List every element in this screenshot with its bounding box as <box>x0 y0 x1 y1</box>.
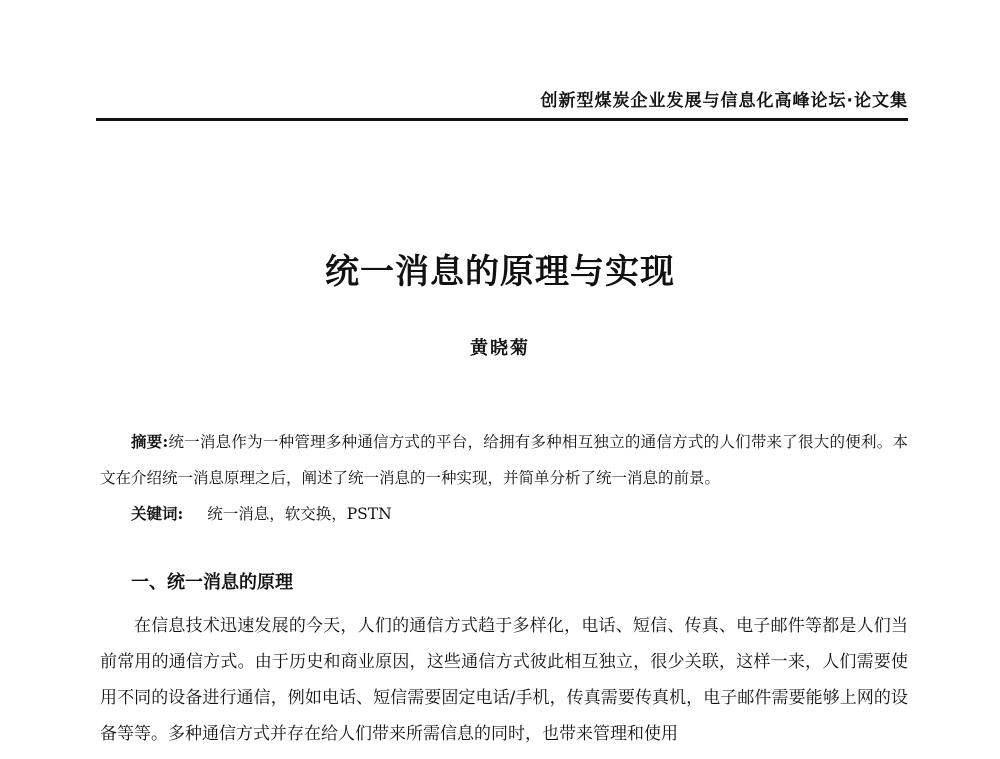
running-header: 创新型煤炭企业发展与信息化高峰论坛·论文集 <box>540 91 908 111</box>
keywords-line <box>131 496 392 532</box>
abstract-label: 摘要: <box>131 432 169 451</box>
keywords-label: 关键词: <box>131 504 184 523</box>
abstract-paragraph <box>100 424 908 496</box>
header-divider <box>96 118 908 121</box>
abstract-text: 统一消息作为一种管理多种通信方式的平台，给拥有多种相互独立的通信方式的人们带来了很大的便利。本文在介绍统一消息原理之后，阐述了统一消息的一种实现，并简单分析了统一消息的前景。 <box>100 433 908 487</box>
section-heading: 一、统一消息的原理 <box>131 572 293 593</box>
author-name: 黄晓菊 <box>470 338 530 359</box>
body-paragraph: 在信息技术迅速发展的今天，人们的通信方式趋于多样化，电话、短信、传真、电子邮件等都是人们当前常用的通信方式。由于历史和商业原因，这些通信方式彼此相互独立，很少关联，这样一来，人们需要使用不同的设备进行通信，例如电话、短信需要固定电话/手机，传真需要传真机，电子邮件需要能够上网的设备等等。多种通信方式并存在给人们带来所需信息的同时，也带来管理和使用 <box>100 616 908 744</box>
keywords-values: 统一消息，软交换，PSTN <box>207 505 392 523</box>
paper-title: 统一消息的原理与实现 <box>325 252 675 292</box>
